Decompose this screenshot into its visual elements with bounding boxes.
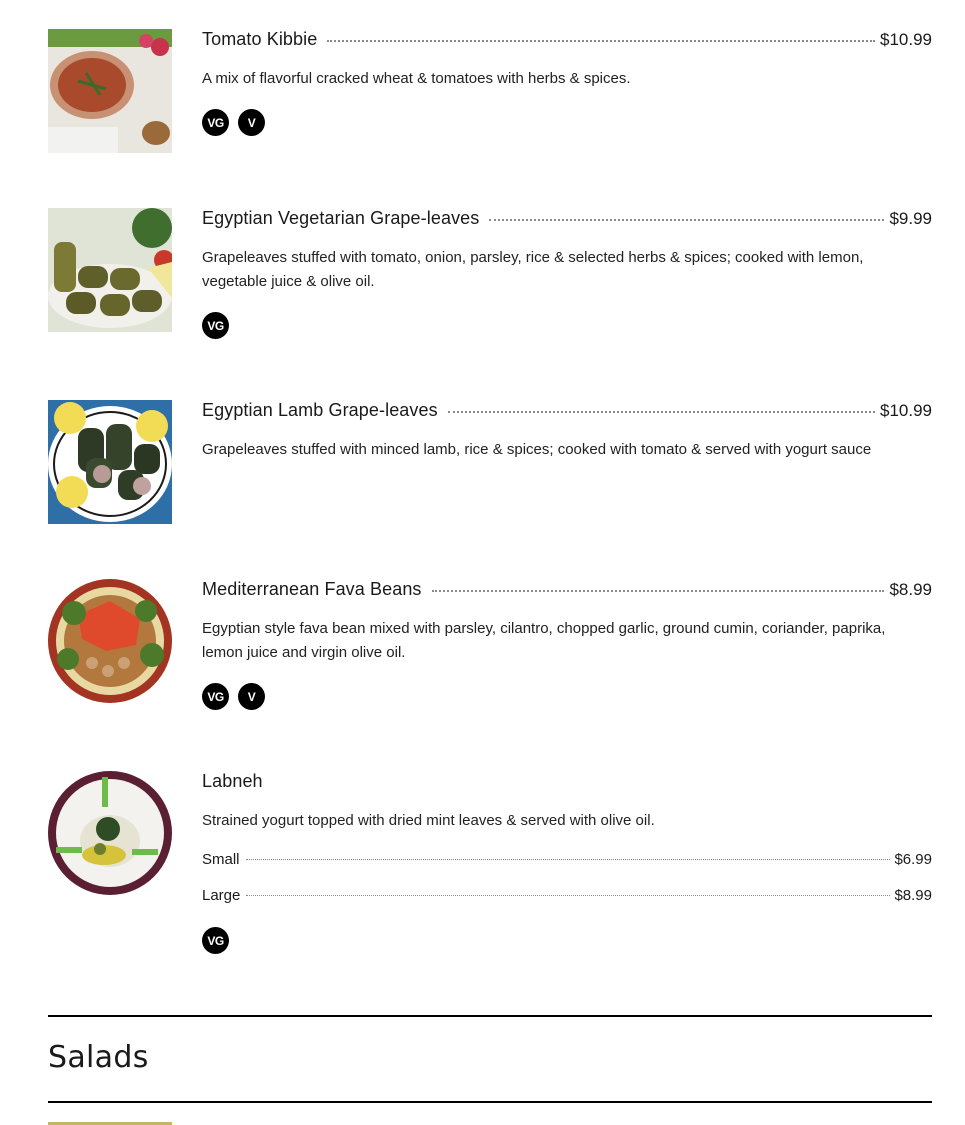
dish-photo-fava-beans[interactable] <box>48 579 172 703</box>
size-label: Small <box>202 851 240 868</box>
section-divider-top <box>48 1015 932 1017</box>
dish-description: Grapeleaves stuffed with minced lamb, rice & spices; cooked with tomato & served with yogurt sauce <box>202 441 872 458</box>
dish-description: A mix of flavorful cracked wheat & tomatoes with herbs & spices. <box>202 70 631 87</box>
dish-name: Mediterranean Fava Beans <box>202 579 422 599</box>
vegan-badge-icon: VG <box>202 927 229 954</box>
vegan-badge-icon: VG <box>202 683 229 710</box>
dish-price: $10.99 <box>880 401 932 420</box>
dish-photo-lamb-grape-leaves[interactable] <box>48 400 172 524</box>
vegetarian-badge-icon: V <box>238 109 265 136</box>
size-price: $8.99 <box>894 887 932 904</box>
dotted-leader <box>327 40 875 42</box>
dish-name: Labneh <box>202 771 263 791</box>
dish-name: Egyptian Lamb Grape-leaves <box>202 400 438 420</box>
dish-price: $8.99 <box>889 580 932 599</box>
dish-name: Tomato Kibbie <box>202 29 318 49</box>
dish-price: $9.99 <box>889 209 932 228</box>
section-title-salads: Salads <box>48 1040 149 1075</box>
size-price-list <box>202 851 932 909</box>
size-label: Large <box>202 887 241 904</box>
dietary-badges <box>202 312 932 339</box>
vegetarian-badge-icon: V <box>238 683 265 710</box>
size-row-large <box>202 887 932 909</box>
size-row-small <box>202 851 932 873</box>
dietary-badges <box>202 927 932 954</box>
dotted-leader <box>432 590 885 592</box>
dietary-badges <box>202 683 932 710</box>
dotted-leader <box>246 895 890 896</box>
dish-description: Strained yogurt topped with dried mint leaves & served with olive oil. <box>202 812 655 829</box>
dish-photo-labneh[interactable] <box>48 771 172 895</box>
vegan-badge-icon: VG <box>202 109 229 136</box>
dotted-leader <box>246 859 891 860</box>
size-price: $6.99 <box>894 851 932 868</box>
dish-photo-tomato-kibbie[interactable] <box>48 29 172 153</box>
section-divider-bottom <box>48 1101 932 1103</box>
dish-description: Egyptian style fava bean mixed with parsley, cilantro, chopped garlic, ground cumin, coriander, paprika, lemon juice and virgin olive oil. <box>202 620 886 661</box>
dish-name: Egyptian Vegetarian Grape-leaves <box>202 208 480 228</box>
dotted-leader <box>448 411 875 413</box>
vegan-badge-icon: VG <box>202 312 229 339</box>
dish-photo-vegetarian-grape-leaves[interactable] <box>48 208 172 332</box>
dotted-leader <box>489 219 884 221</box>
dish-price: $10.99 <box>880 30 932 49</box>
dish-description: Grapeleaves stuffed with tomato, onion, parsley, rice & selected herbs & spices; cooked with lemon, vegetable juice & olive oil. <box>202 249 864 290</box>
dietary-badges <box>202 109 932 136</box>
